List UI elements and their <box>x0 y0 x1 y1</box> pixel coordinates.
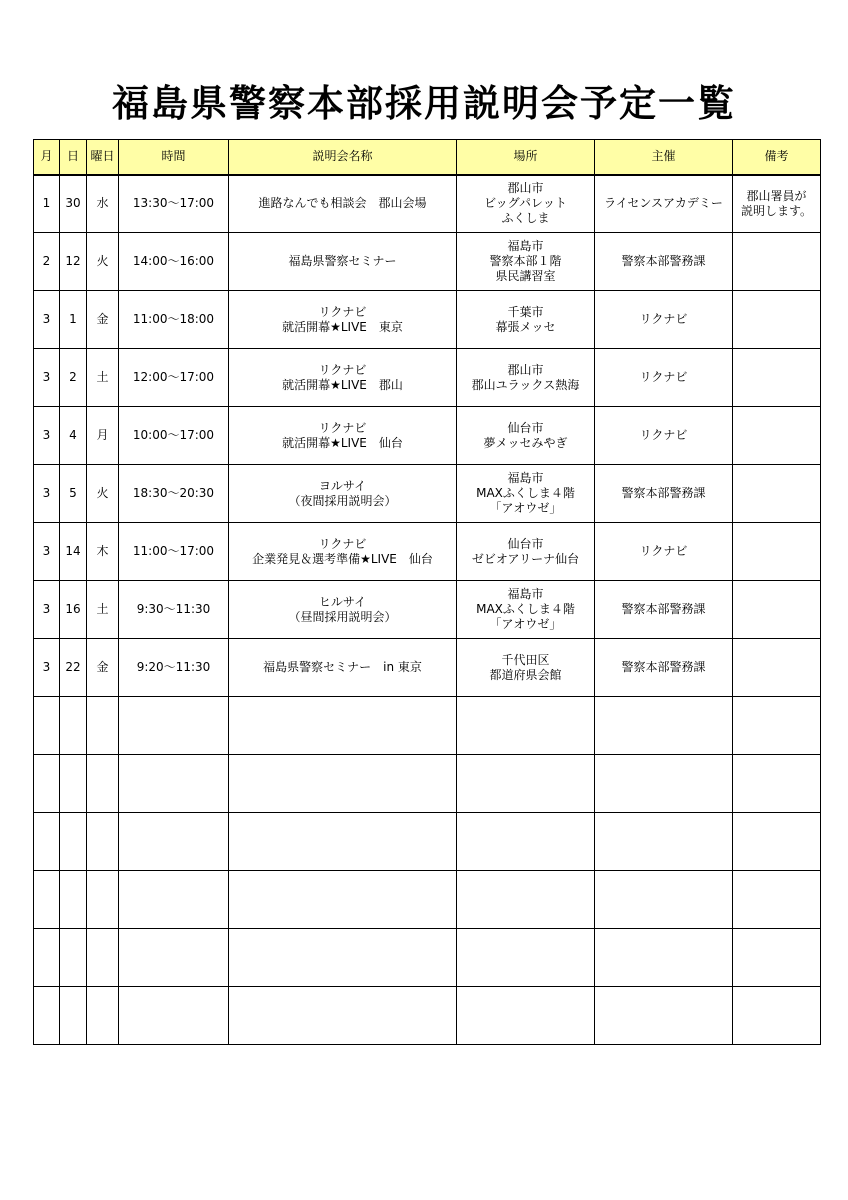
cell-weekday: 土 <box>87 581 119 639</box>
cell-event-name: 福島県警察セミナー <box>229 233 457 291</box>
empty-cell <box>595 813 733 871</box>
empty-cell <box>229 755 457 813</box>
empty-cell <box>457 929 595 987</box>
cell-day: 16 <box>60 581 87 639</box>
cell-host: リクナビ <box>595 291 733 349</box>
empty-cell <box>457 755 595 813</box>
cell-event-name: 福島県警察セミナー in 東京 <box>229 639 457 697</box>
cell-note <box>733 639 821 697</box>
empty-cell <box>595 987 733 1045</box>
empty-cell <box>60 929 87 987</box>
cell-time: 10:00～17:00 <box>119 407 229 465</box>
cell-place: 郡山市 ビッグパレット ふくしま <box>457 175 595 233</box>
cell-month: 1 <box>34 175 60 233</box>
table-row <box>34 291 821 349</box>
empty-cell <box>595 755 733 813</box>
page-title: 福島県警察本部採用説明会予定一覧 <box>112 82 736 125</box>
empty-cell <box>119 813 229 871</box>
empty-row <box>34 929 821 987</box>
empty-cell <box>60 697 87 755</box>
cell-month: 3 <box>34 523 60 581</box>
table-row <box>34 175 821 233</box>
empty-cell <box>34 987 60 1045</box>
cell-weekday: 金 <box>87 639 119 697</box>
empty-cell <box>229 813 457 871</box>
cell-weekday: 月 <box>87 407 119 465</box>
empty-cell <box>34 871 60 929</box>
cell-host: リクナビ <box>595 349 733 407</box>
cell-event-name: ヨルサイ （夜間採用説明会） <box>229 465 457 523</box>
header-month: 月 <box>34 140 60 175</box>
cell-day: 14 <box>60 523 87 581</box>
empty-cell <box>595 929 733 987</box>
cell-month: 3 <box>34 465 60 523</box>
empty-cell <box>457 697 595 755</box>
cell-event-name: リクナビ 就活開幕★LIVE 東京 <box>229 291 457 349</box>
cell-place: 仙台市 ゼビオアリーナ仙台 <box>457 523 595 581</box>
empty-cell <box>60 871 87 929</box>
empty-cell <box>229 871 457 929</box>
table-row <box>34 349 821 407</box>
empty-cell <box>87 871 119 929</box>
cell-note <box>733 233 821 291</box>
header-row <box>34 140 821 175</box>
empty-cell <box>34 755 60 813</box>
header-host: 主催 <box>595 140 733 175</box>
cell-weekday: 木 <box>87 523 119 581</box>
cell-place: 千代田区 都道府県会館 <box>457 639 595 697</box>
empty-cell <box>119 755 229 813</box>
empty-cell <box>119 871 229 929</box>
empty-cell <box>457 813 595 871</box>
empty-cell <box>60 987 87 1045</box>
cell-time: 18:30～20:30 <box>119 465 229 523</box>
header-place: 場所 <box>457 140 595 175</box>
cell-event-name: リクナビ 企業発見＆選考準備★LIVE 仙台 <box>229 523 457 581</box>
cell-day: 4 <box>60 407 87 465</box>
empty-row <box>34 871 821 929</box>
cell-note <box>733 581 821 639</box>
cell-note <box>733 523 821 581</box>
cell-place: 福島市 MAXふくしま４階 「アオウゼ」 <box>457 465 595 523</box>
cell-weekday: 水 <box>87 175 119 233</box>
table-row <box>34 581 821 639</box>
empty-cell <box>34 929 60 987</box>
cell-place: 郡山市 郡山ユラックス熱海 <box>457 349 595 407</box>
cell-month: 3 <box>34 407 60 465</box>
cell-note: 郡山署員が 説明します。 <box>733 175 821 233</box>
empty-cell <box>34 813 60 871</box>
empty-cell <box>733 871 821 929</box>
empty-cell <box>229 929 457 987</box>
cell-month: 3 <box>34 581 60 639</box>
empty-cell <box>87 813 119 871</box>
empty-cell <box>119 929 229 987</box>
empty-cell <box>733 813 821 871</box>
empty-cell <box>595 871 733 929</box>
empty-cell <box>60 813 87 871</box>
table-row <box>34 233 821 291</box>
cell-host: 警察本部警務課 <box>595 465 733 523</box>
cell-note <box>733 407 821 465</box>
empty-cell <box>87 755 119 813</box>
empty-cell <box>595 697 733 755</box>
cell-month: 3 <box>34 291 60 349</box>
empty-cell <box>733 755 821 813</box>
table-row <box>34 639 821 697</box>
cell-month: 3 <box>34 349 60 407</box>
cell-weekday: 火 <box>87 465 119 523</box>
cell-time: 11:00～17:00 <box>119 523 229 581</box>
header-event-name: 説明会名称 <box>229 140 457 175</box>
cell-weekday: 火 <box>87 233 119 291</box>
cell-day: 12 <box>60 233 87 291</box>
empty-cell <box>87 929 119 987</box>
cell-host: 警察本部警務課 <box>595 581 733 639</box>
cell-month: 3 <box>34 639 60 697</box>
cell-note <box>733 349 821 407</box>
cell-host: リクナビ <box>595 407 733 465</box>
empty-row <box>34 697 821 755</box>
cell-day: 5 <box>60 465 87 523</box>
empty-cell <box>119 987 229 1045</box>
cell-day: 30 <box>60 175 87 233</box>
cell-place: 福島市 MAXふくしま４階 「アオウゼ」 <box>457 581 595 639</box>
empty-cell <box>119 697 229 755</box>
empty-cell <box>733 987 821 1045</box>
cell-day: 22 <box>60 639 87 697</box>
cell-time: 11:00～18:00 <box>119 291 229 349</box>
header-note: 備考 <box>733 140 821 175</box>
empty-cell <box>733 697 821 755</box>
cell-host: リクナビ <box>595 523 733 581</box>
cell-host: ライセンスアカデミー <box>595 175 733 233</box>
cell-event-name: リクナビ 就活開幕★LIVE 郡山 <box>229 349 457 407</box>
cell-note <box>733 465 821 523</box>
cell-time: 13:30～17:00 <box>119 175 229 233</box>
table-row <box>34 407 821 465</box>
empty-row <box>34 755 821 813</box>
cell-event-name: リクナビ 就活開幕★LIVE 仙台 <box>229 407 457 465</box>
empty-cell <box>229 697 457 755</box>
cell-time: 9:30～11:30 <box>119 581 229 639</box>
empty-cell <box>34 697 60 755</box>
empty-cell <box>87 987 119 1045</box>
empty-cell <box>229 987 457 1045</box>
cell-host: 警察本部警務課 <box>595 639 733 697</box>
empty-cell <box>733 929 821 987</box>
empty-row <box>34 987 821 1045</box>
header-weekday: 曜日 <box>87 140 119 175</box>
cell-weekday: 金 <box>87 291 119 349</box>
header-day: 日 <box>60 140 87 175</box>
empty-cell <box>457 871 595 929</box>
empty-cell <box>60 755 87 813</box>
empty-row <box>34 813 821 871</box>
table-row <box>34 523 821 581</box>
cell-time: 9:20～11:30 <box>119 639 229 697</box>
cell-time: 12:00～17:00 <box>119 349 229 407</box>
cell-day: 2 <box>60 349 87 407</box>
cell-place: 福島市 警察本部１階 県民講習室 <box>457 233 595 291</box>
empty-cell <box>457 987 595 1045</box>
cell-host: 警察本部警務課 <box>595 233 733 291</box>
schedule-table <box>33 139 821 1045</box>
table-row <box>34 465 821 523</box>
cell-place: 仙台市 夢メッセみやぎ <box>457 407 595 465</box>
cell-weekday: 土 <box>87 349 119 407</box>
cell-day: 1 <box>60 291 87 349</box>
cell-event-name: ヒルサイ （昼間採用説明会） <box>229 581 457 639</box>
cell-time: 14:00～16:00 <box>119 233 229 291</box>
cell-note <box>733 291 821 349</box>
cell-month: 2 <box>34 233 60 291</box>
empty-cell <box>87 697 119 755</box>
cell-place: 千葉市 幕張メッセ <box>457 291 595 349</box>
cell-event-name: 進路なんでも相談会 郡山会場 <box>229 175 457 233</box>
header-time: 時間 <box>119 140 229 175</box>
